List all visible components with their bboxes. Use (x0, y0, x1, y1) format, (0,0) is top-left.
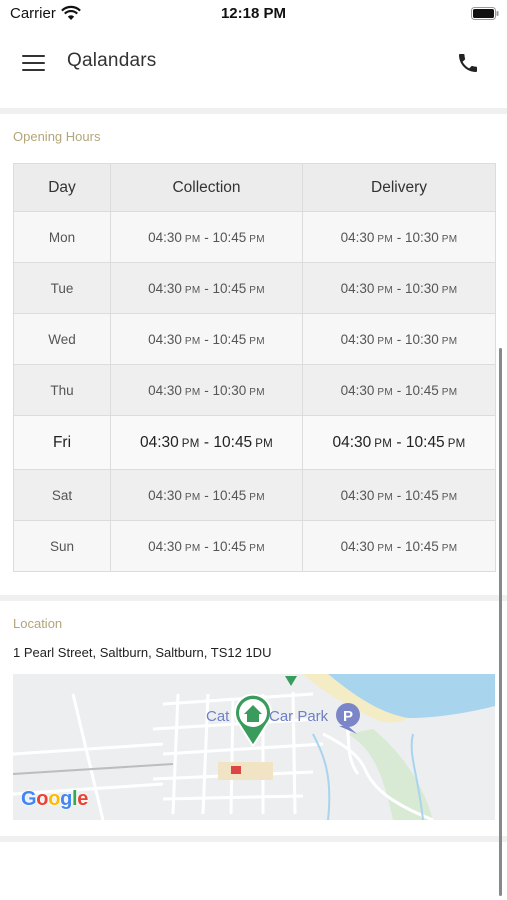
day-cell: Sat (14, 470, 111, 521)
table-row (14, 470, 496, 521)
ampm-label: PM (377, 284, 393, 296)
delivery-hours-cell (303, 263, 496, 314)
time-value: 10:45 (212, 280, 247, 296)
google-logo-letter: e (77, 788, 89, 810)
time-separator: - (200, 331, 213, 347)
ampm-label: PM (441, 233, 458, 245)
address-text: 1 Pearl Street, Saltburn, Saltburn, TS12 1DU (13, 645, 272, 660)
time-value: 10:30 (405, 229, 439, 245)
hamburger-menu-icon[interactable] (22, 52, 46, 72)
time-value: 04:30 (340, 487, 375, 503)
ampm-label: PM (441, 386, 458, 398)
collection-hours-cell (111, 521, 303, 572)
section-divider (0, 595, 507, 601)
time-value: 04:30 (340, 538, 375, 554)
page-title: Qalandars (67, 50, 157, 71)
ampm-label: PM (249, 335, 265, 347)
column-header-collection: Collection (111, 164, 303, 212)
ampm-label: PM (441, 542, 458, 554)
carrier-label: Carrier (10, 5, 56, 22)
column-header-day: Day (14, 164, 111, 212)
delivery-hours-cell (303, 416, 496, 470)
time-value: 04:30 (340, 280, 375, 296)
day-cell: Tue (14, 263, 111, 314)
ampm-label: PM (377, 233, 393, 245)
time-separator: - (200, 538, 213, 554)
time-separator: - (393, 331, 405, 347)
time-value: 04:30 (340, 382, 375, 398)
time-value: 04:30 (148, 229, 182, 245)
table-row (14, 212, 496, 263)
collection-hours-cell (111, 212, 303, 263)
map-poi-label: Cat (206, 708, 230, 725)
table-header-row (14, 164, 496, 212)
time-value: 10:45 (405, 487, 439, 503)
time-separator: - (393, 538, 405, 554)
table-row (14, 416, 496, 470)
ampm-label: PM (255, 437, 274, 450)
opening-hours-label: Opening Hours (13, 129, 101, 144)
ampm-label: PM (181, 437, 200, 450)
ampm-label: PM (441, 491, 458, 503)
ampm-label: PM (249, 386, 265, 398)
ampm-label: PM (184, 491, 201, 503)
time-value: 04:30 (340, 331, 375, 347)
time-value: 10:30 (212, 382, 247, 398)
opening-hours-rows (14, 212, 496, 572)
time-value: 10:30 (405, 280, 439, 296)
ampm-label: PM (184, 233, 201, 245)
time-value: 10:45 (212, 229, 247, 245)
time-value: 10:45 (212, 331, 247, 347)
time-value: 10:45 (212, 487, 247, 503)
table-row (14, 263, 496, 314)
time-separator: - (199, 433, 214, 451)
delivery-hours-cell (303, 212, 496, 263)
time-value: 10:30 (405, 331, 439, 347)
time-value: 10:45 (213, 433, 253, 451)
day-cell: Mon (14, 212, 111, 263)
ampm-label: PM (249, 233, 265, 245)
ampm-label: PM (441, 284, 458, 296)
status-bar (0, 0, 507, 30)
time-separator: - (200, 229, 213, 245)
time-value: 10:45 (405, 433, 445, 451)
phone-icon[interactable] (456, 51, 480, 75)
ampm-label: PM (249, 491, 265, 503)
ampm-label: PM (374, 437, 393, 450)
collection-hours-cell (111, 365, 303, 416)
map-poi-label: Car Park (269, 708, 329, 725)
table-row (14, 521, 496, 572)
ampm-label: PM (249, 542, 265, 554)
time-value: 04:30 (332, 433, 372, 451)
section-divider (0, 108, 507, 114)
column-header-delivery: Delivery (303, 164, 496, 212)
status-time: 12:18 PM (220, 5, 287, 22)
ampm-label: PM (249, 284, 265, 296)
time-value: 04:30 (148, 487, 182, 503)
day-cell: Thu (14, 365, 111, 416)
delivery-hours-cell (303, 521, 496, 572)
delivery-hours-cell (303, 365, 496, 416)
day-cell: Fri (14, 416, 111, 470)
battery-icon (471, 7, 499, 20)
ampm-label: PM (377, 542, 393, 554)
time-value: 04:30 (139, 433, 179, 451)
location-label: Location (13, 616, 63, 631)
time-value: 04:30 (148, 382, 182, 398)
time-value: 04:30 (148, 538, 182, 554)
ampm-label: PM (184, 542, 201, 554)
ampm-label: PM (377, 386, 393, 398)
time-separator: - (200, 382, 213, 398)
ampm-label: PM (184, 386, 201, 398)
google-logo-letter: G (21, 788, 37, 810)
google-logo (21, 788, 88, 811)
ampm-label: PM (184, 284, 201, 296)
day-cell: Sun (14, 521, 111, 572)
google-logo-letter: g (60, 788, 73, 810)
collection-hours-cell (111, 470, 303, 521)
time-separator: - (200, 487, 213, 503)
time-value: 10:45 (212, 538, 247, 554)
delivery-hours-cell (303, 314, 496, 365)
ampm-label: PM (184, 335, 201, 347)
opening-hours-table (13, 163, 496, 572)
ampm-label: PM (377, 335, 393, 347)
time-value: 04:30 (148, 331, 182, 347)
time-separator: - (200, 280, 213, 296)
collection-hours-cell (111, 416, 303, 470)
time-value: 10:45 (405, 382, 439, 398)
ampm-label: PM (447, 437, 466, 450)
day-cell: Wed (14, 314, 111, 365)
time-value: 04:30 (148, 280, 182, 296)
app-header (0, 30, 507, 96)
parking-marker-label: P (342, 708, 354, 725)
scrollbar[interactable] (499, 348, 502, 896)
time-separator: - (393, 487, 405, 503)
time-value: 04:30 (340, 229, 375, 245)
delivery-hours-cell (303, 470, 496, 521)
time-separator: - (392, 433, 406, 451)
time-separator: - (393, 382, 405, 398)
time-separator: - (393, 280, 405, 296)
location-map[interactable] (13, 674, 495, 820)
google-logo-letter: l (72, 788, 78, 810)
collection-hours-cell (111, 263, 303, 314)
google-logo-letter: o (48, 788, 61, 810)
ampm-label: PM (441, 335, 458, 347)
ampm-label: PM (377, 491, 393, 503)
table-row (14, 314, 496, 365)
section-divider (0, 836, 507, 842)
time-separator: - (393, 229, 405, 245)
collection-hours-cell (111, 314, 303, 365)
table-row (14, 365, 496, 416)
google-logo-letter: o (36, 788, 49, 810)
time-value: 10:45 (405, 538, 439, 554)
